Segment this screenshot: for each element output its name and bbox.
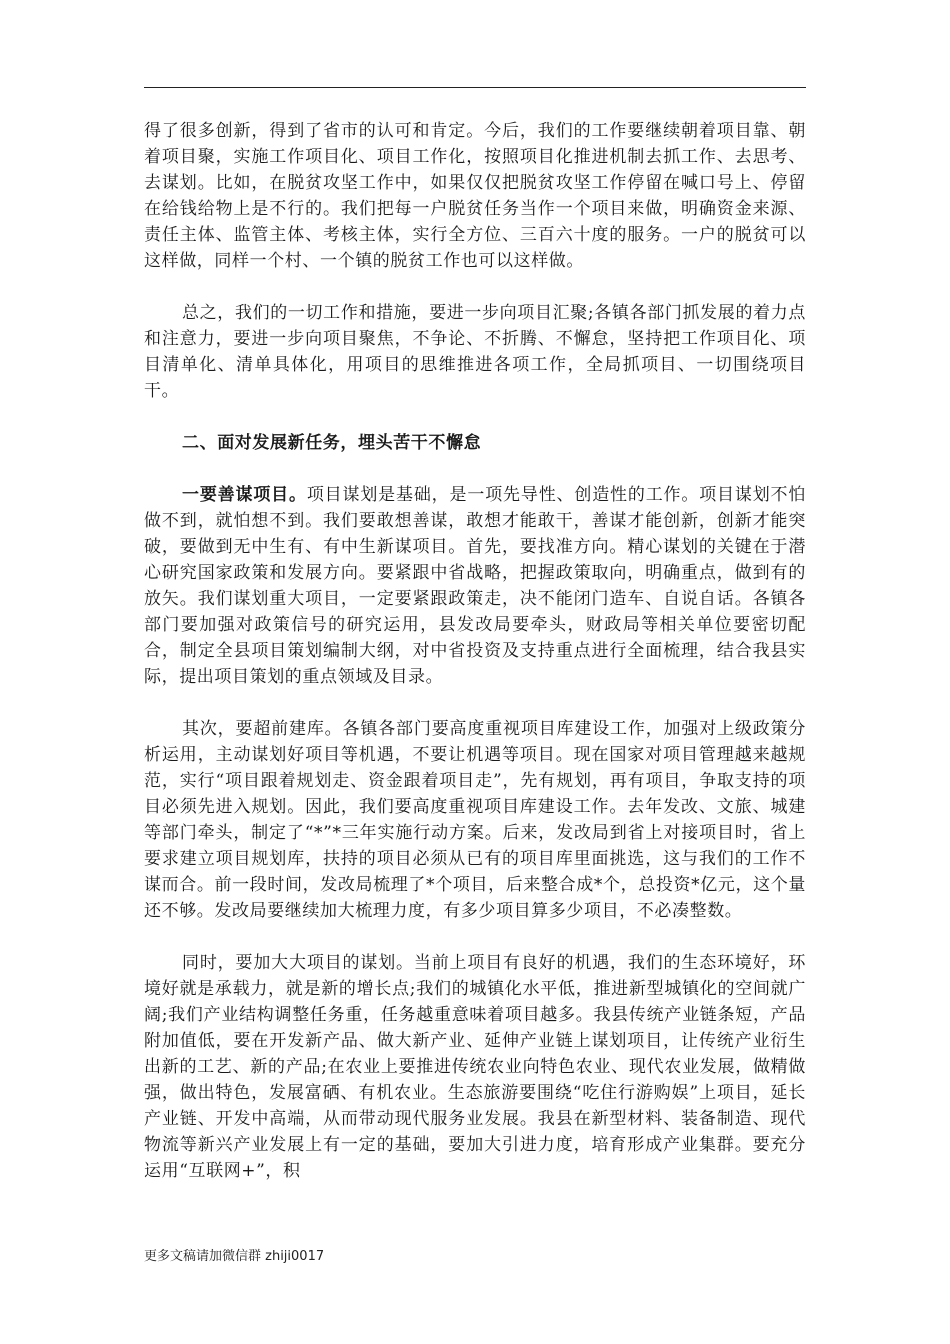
document-body xyxy=(144,118,806,1184)
paragraph-3 xyxy=(144,482,806,690)
section-heading: 二、面对发展新任务，埋头苦干不懈怠 xyxy=(182,433,482,453)
paragraph-5: 同时，要加大大项目的谋划。当前上项目有良好的机遇，我们的生态环境好，环境好就是承载力，就是新的增长点;我们的城镇化水平低，推进新型城镇化的空间就广阔;我们产业结构调整任务重，任务越重意味着项目越多。我县传统产业链条短，产品附加值低，要在开发新产品、做大新产业、延伸产业链上谋划项目，让传统产业衍生出新的工艺、新的产品;在农业上要推进传统农业向特色农业、现代农业发展，做精做强，做出特色，发展富硒、有机农业。生态旅游要围绕“吃住行游购娱”上项目，延长产业链、开发中高端，从而带动现代服务业发展。我县在新型材料、装备制造、现代物流等新兴产业发展上有一定的基础，要加大引进力度，培育形成产业集群。要充分运用“互联网+”，积 xyxy=(144,953,806,1181)
paragraph-lead: 一要善谋项目。 xyxy=(182,485,307,505)
paragraph-gap xyxy=(144,404,806,430)
paragraph-gap xyxy=(144,690,806,716)
paragraph-2: 总之，我们的一切工作和措施，要进一步向项目汇聚;各镇各部门抓发展的着力点和注意力，要进一步向项目聚焦，不争论、不折腾、不懈怠，坚持把工作项目化、项目清单化、清单具体化，用项目的思维推进各项工作，全局抓项目、一切围绕项目干。 xyxy=(144,303,806,401)
paragraph-gap xyxy=(144,274,806,300)
paragraph-1: 得了很多创新，得到了省市的认可和肯定。今后，我们的工作要继续朝着项目靠、朝着项目聚，实施工作项目化、项目工作化，按照项目化推进机制去抓工作、去思考、去谋划。比如，在脱贫攻坚工作中，如果仅仅把脱贫攻坚工作停留在喊口号上、停留在给钱给物上是不行的。我们把每一户脱贫任务当作一个项目来做，明确资金来源、责任主体、监管主体、考核主体，实行全方位、三百六十度的服务。一户的脱贫可以这样做，同样一个村、一个镇的脱贫工作也可以这样做。 xyxy=(144,121,806,271)
paragraph-4: 其次，要超前建库。各镇各部门要高度重视项目库建设工作，加强对上级政策分析运用，主动谋划好项目等机遇，不要让机遇等项目。现在国家对项目管理越来越规范，实行“项目跟着规划走、资金跟着项目走”，先有规划，再有项目，争取支持的项目必须先进入规划。因此，我们要高度重视项目库建设工作。去年发改、文旅、城建等部门牵头，制定了“*”*三年实施行动方案。后来，发改局到省上对接项目时，省上要求建立项目规划库，扶持的项目必须从已有的项目库里面挑选，这与我们的工作不谋而合。前一段时间，发改局梳理了*个项目，后来整合成*个，总投资*亿元，这个量还不够。发改局要继续加大梳理力度，有多少项目算多少项目，不必凑整数。 xyxy=(144,719,806,921)
paragraph-gap xyxy=(144,456,806,482)
paragraph-3-body: 项目谋划是基础，是一项先导性、创造性的工作。项目谋划不怕做不到，就怕想不到。我们要敢想善谋，敢想才能敢干，善谋才能创新，创新才能突破，要做到无中生有、有中生新谋项目。首先，要找准方向。精心谋划的关键在于潜心研究国家政策和发展方向。要紧跟中省战略，把握政策取向，明确重点，做到有的放矢。我们谋划重大项目，一定要紧跟政策走，决不能闭门造车、自说自话。各镇各部门要加强对政策信号的研究运用，县发改局要牵头，财政局等相关单位要密切配合，制定全县项目策划编制大纲，对中省投资及支持重点进行全面梳理，结合我县实际，提出项目策划的重点领域及目录。 xyxy=(144,485,806,687)
paragraph-gap xyxy=(144,924,806,950)
footer-note: 更多文稿请加微信群 zhiji0017 xyxy=(144,1249,325,1264)
header-rule xyxy=(144,87,806,88)
